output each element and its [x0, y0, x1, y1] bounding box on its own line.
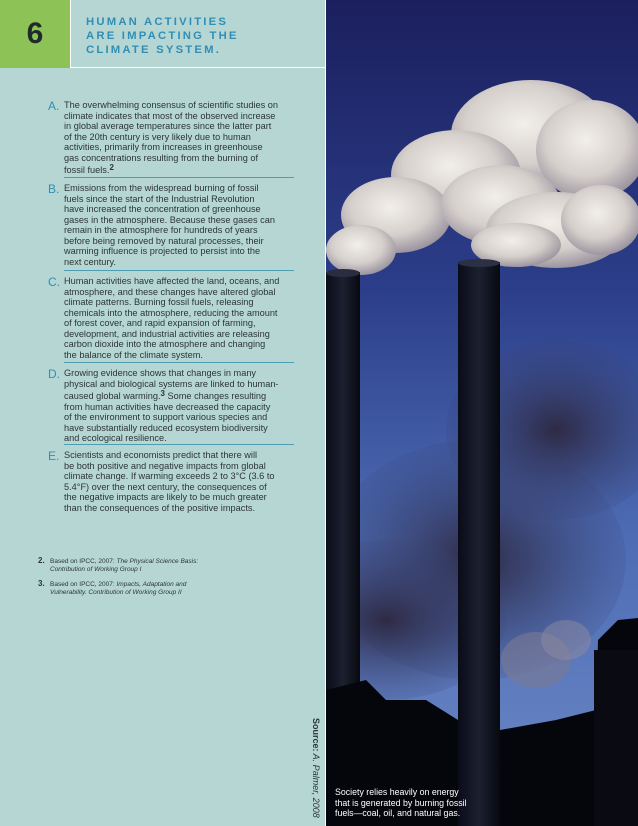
photo-source-credit: Source: A. Palmer, 2008 [311, 718, 321, 818]
point-letter: A. [48, 99, 60, 113]
point-letter: D. [48, 367, 60, 381]
point-text: Emissions from the widespread burning of fossil fuels since the start of the Industrial Revolution have increased the concentration of greenhouse gases in the atmosphere. Because these gases can remain in the atmosphere for hundreds of years before being removed by natural processes, their warming influence is projected to persist into the next century. [64, 183, 275, 267]
section-title-line: ARE IMPACTING THE [86, 30, 239, 42]
section-title [86, 15, 239, 57]
point-text: Growing evidence shows that changes in many physical and biological systems are linked to human- caused global warming.3 Some changes resulting from human activities have decreased the capacity of the environment to support various species and have substantially reduced ecosystem biodiversity and ecological resilience. [64, 368, 279, 443]
point-text: Human activities have affected the land, oceans, and atmosphere, and these changes have altered global climate patterns. Burning fossil fuels, releasing chemicals into the atmosphere, reducing the amount of forest cover, and rapid expansion of farming, development, and industrial activities are releasing carbon dioxide into the atmosphere and changing the balance of the climate system. [64, 276, 280, 360]
divider-rule [64, 444, 294, 445]
point-letter: C. [48, 275, 60, 289]
divider-rule [64, 270, 294, 271]
footnote-ref: 2 [109, 163, 114, 172]
divider-rule [64, 362, 294, 363]
point-letter: B. [48, 182, 60, 196]
point-text: The overwhelming consensus of scientific studies on climate indicates that most of the observed increase in global average temperatures since the latter part of the 20th century is very likely due to human activities, primarily from increases in greenhouse gas concentrations resulting from the burning of fossil fuels.2 [64, 100, 278, 175]
section-title-line: HUMAN ACTIVITIES [86, 16, 229, 28]
section-number: 6 [26, 17, 44, 50]
point-letter: E. [48, 449, 60, 463]
footnote-ref: 3 [160, 389, 165, 398]
point-text: Scientists and economists predict that there will be both positive and negative impacts from global climate change. If warming exceeds 2 to 3°C (3.6 to 5.4°F) over the next century, the consequences of the negative impacts are likely to be much greater than the consequences of the positive impacts. [64, 450, 275, 513]
divider-rule [64, 177, 294, 178]
section-number-box [0, 0, 70, 68]
section-header [71, 0, 325, 68]
smokestacks-photo [326, 0, 638, 826]
photo-caption: Society relies heavily on energy that is generated by burning fossil fuels—coal, oil, and natural gas. [335, 787, 467, 818]
section-title-line: CLIMATE SYSTEM. [86, 44, 222, 56]
